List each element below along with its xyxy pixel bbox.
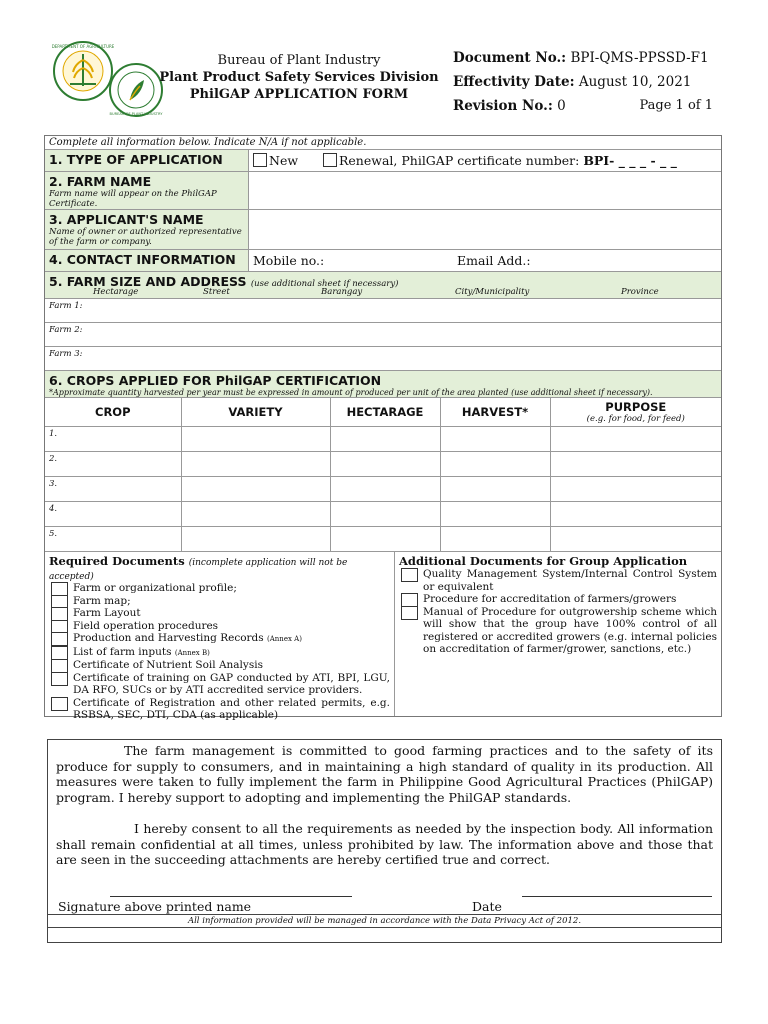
variety-cell[interactable] <box>181 451 330 476</box>
crops-table-wrapper <box>45 398 721 552</box>
page-number: Page 1 of 1 <box>639 98 713 113</box>
list-item[interactable]: Farm Layout <box>49 607 390 620</box>
harvest-cell[interactable] <box>440 501 550 526</box>
farm-size-address-title: 5. FARM SIZE AND ADDRESS (use additional sheet if necessary) <box>49 274 399 289</box>
table-row <box>45 426 721 451</box>
form-title: PhilGAP APPLICATION FORM <box>189 87 409 102</box>
crop-cell[interactable]: 3. <box>45 476 181 501</box>
hectarage-cell[interactable] <box>330 476 440 501</box>
document-checkbox[interactable] <box>51 632 68 646</box>
farm-2-field[interactable]: Farm 2: <box>45 323 721 347</box>
crop-cell[interactable]: 5. <box>45 526 181 551</box>
applicant-name-field[interactable] <box>250 210 721 249</box>
hectarage-cell[interactable] <box>330 451 440 476</box>
purpose-header: PURPOSE (e.g. for food, for feed) <box>550 398 721 426</box>
harvest-cell[interactable] <box>440 476 550 501</box>
hectarage-cell[interactable] <box>330 426 440 451</box>
list-item[interactable]: Farm or organizational profile; <box>49 582 390 595</box>
document-checkbox[interactable] <box>401 568 418 582</box>
farm-name-label: 2. FARM NAME Farm name will appear on the PhilGAP Certificate. <box>45 172 249 209</box>
header-title-block <box>154 52 444 103</box>
list-item[interactable]: Certificate of Nutrient Soil Analysis <box>49 659 390 672</box>
table-row <box>45 526 721 551</box>
farm-1-field[interactable]: Farm 1: <box>45 299 721 323</box>
document-checkbox[interactable] <box>51 697 68 711</box>
farm-3-field[interactable]: Farm 3: <box>45 347 721 371</box>
list-item[interactable]: Manual of Procedure for outgrowership scheme which will show that the group have 100% control of all registered or accredited growers (e.g. internal policies on accreditation of farmer/grower, sanctions, etc.) <box>399 606 717 656</box>
document-number: Document No.: BPI-QMS-PPSSD-F1 <box>453 50 709 66</box>
new-option[interactable]: New <box>253 153 298 168</box>
organization-name: Bureau of Plant Industry <box>217 53 381 68</box>
commitment-paragraph: The farm management is committed to good farming practices and to the safety of its produce for supply to consumers, and in maintaining a high standard of quality in its production. All measures were taken to fully implement the farm in Philippine Good Agricultural Practices (PhilGAP) program. I hereby support to adopting and implementing the PhilGAP standards. <box>56 743 713 805</box>
col-city-municipality: City/Municipality <box>455 287 530 297</box>
crop-cell[interactable]: 1. <box>45 426 181 451</box>
hectarage-cell[interactable] <box>330 501 440 526</box>
list-item[interactable]: Quality Management System/Internal Control System or equivalent <box>399 568 717 593</box>
renewal-option[interactable]: Renewal, PhilGAP certificate number: BPI- _ _ _ - _ _ <box>323 153 677 168</box>
crop-header: CROP <box>45 398 181 426</box>
required-documents <box>45 552 395 721</box>
hectarage-header: HECTARAGE <box>330 398 440 426</box>
hectarage-cell[interactable] <box>330 526 440 551</box>
col-province: Province <box>621 287 659 297</box>
farm-name-row <box>45 172 721 210</box>
signature-line[interactable] <box>110 896 352 897</box>
division-name: Plant Product Safety Services Division <box>159 70 439 85</box>
variety-cell[interactable] <box>181 501 330 526</box>
variety-cell[interactable] <box>181 426 330 451</box>
list-item[interactable]: Certificate of training on GAP conducted by ATI, BPI, LGU, DA RFO, SUCs or by ATI accredited service providers. <box>49 672 390 697</box>
harvest-cell[interactable] <box>440 451 550 476</box>
variety-cell[interactable] <box>181 526 330 551</box>
date-label: Date <box>472 899 502 914</box>
harvest-header: HARVEST* <box>440 398 550 426</box>
declaration-box <box>47 739 722 943</box>
table-row <box>45 476 721 501</box>
purpose-cell[interactable] <box>550 526 721 551</box>
new-checkbox[interactable] <box>253 153 267 167</box>
type-of-application-label: 1. TYPE OF APPLICATION <box>45 150 249 171</box>
type-of-application-row <box>45 150 721 172</box>
purpose-cell[interactable] <box>550 451 721 476</box>
form-instruction: Complete all information below. Indicate N/A if not applicable. <box>45 136 721 150</box>
variety-cell[interactable] <box>181 476 330 501</box>
crops-section-note: *Approximate quantity harvested per year must be expressed in amount of produced per unit of the area planted (use additional sheet if necessary). <box>49 388 653 397</box>
farm-name-field[interactable] <box>250 172 721 209</box>
table-row <box>45 451 721 476</box>
col-hectarage: Hectarage <box>93 287 139 297</box>
contact-information-row <box>45 250 721 272</box>
document-checkbox[interactable] <box>51 672 68 686</box>
harvest-cell[interactable] <box>440 526 550 551</box>
farm-size-address-header <box>45 272 721 299</box>
purpose-cell[interactable] <box>550 426 721 451</box>
list-item[interactable]: Farm map; <box>49 595 390 608</box>
logo-text: DEPARTMENT OF AGRICULTURE <box>52 44 114 49</box>
crop-cell[interactable]: 2. <box>45 451 181 476</box>
mobile-number-field[interactable]: Mobile no.: <box>253 253 325 268</box>
document-control-block <box>453 46 713 118</box>
address-column-headers <box>45 287 721 298</box>
form-header <box>44 38 724 128</box>
crops-table-header <box>45 398 721 426</box>
list-item[interactable]: Field operation procedures <box>49 620 390 633</box>
email-address-field[interactable]: Email Add.: <box>457 253 531 268</box>
crops-section-header <box>45 371 721 398</box>
list-item[interactable]: List of farm inputs (Annex B) <box>49 646 390 660</box>
crops-table <box>45 398 721 551</box>
col-street: Street <box>203 287 230 297</box>
crop-cell[interactable]: 4. <box>45 501 181 526</box>
purpose-cell[interactable] <box>550 476 721 501</box>
additional-documents <box>395 552 721 716</box>
contact-information-label: 4. CONTACT INFORMATION <box>45 250 249 271</box>
list-item[interactable]: Certificate of Registration and other related permits, e.g. RSBSA, SEC, DTI, CDA (as applicable) <box>49 697 390 722</box>
date-line[interactable] <box>522 896 712 897</box>
documents-section <box>45 552 721 721</box>
document-checkbox[interactable] <box>401 606 418 620</box>
privacy-notice: All information provided will be managed in accordance with the Data Privacy Act of 2012. <box>48 914 721 928</box>
effectivity-date: Effectivity Date: August 10, 2021 <box>453 74 692 90</box>
department-of-agriculture-logo-icon <box>52 40 114 102</box>
purpose-cell[interactable] <box>550 501 721 526</box>
applicant-name-row <box>45 210 721 250</box>
list-item[interactable]: Production and Harvesting Records (Annex A) <box>49 632 390 646</box>
signature-label: Signature above printed name <box>58 899 252 914</box>
application-form <box>44 135 722 721</box>
applicant-name-label: 3. APPLICANT'S NAME Name of owner or authorized representative of the farm or company. <box>45 210 249 249</box>
renewal-checkbox[interactable] <box>323 153 337 167</box>
required-documents-title: Required Documents (incomplete application will not be accepted) <box>49 554 348 582</box>
certificate-number-field[interactable]: BPI- _ _ _ - _ _ <box>583 153 677 168</box>
revision-number: Revision No.: 0 <box>453 98 566 114</box>
consent-paragraph: I hereby consent to all the requirements as needed by the inspection body. All information shall remain confidential at all times, unless prohibited by law. The information above and those that are seen in the succeeding attachments are hereby certified true and correct. <box>56 821 713 867</box>
col-barangay: Barangay <box>321 287 363 297</box>
document-checkbox[interactable] <box>51 646 68 660</box>
harvest-cell[interactable] <box>440 426 550 451</box>
additional-documents-title: Additional Documents for Group Application <box>399 554 688 568</box>
crops-section-title: 6. CROPS APPLIED FOR PhilGAP CERTIFICATION <box>49 373 382 388</box>
list-item[interactable]: Procedure for accreditation of farmers/growers <box>399 593 717 606</box>
table-row <box>45 501 721 526</box>
variety-header: VARIETY <box>181 398 330 426</box>
logo-text: BUREAU OF PLANT INDUSTRY <box>109 112 163 116</box>
